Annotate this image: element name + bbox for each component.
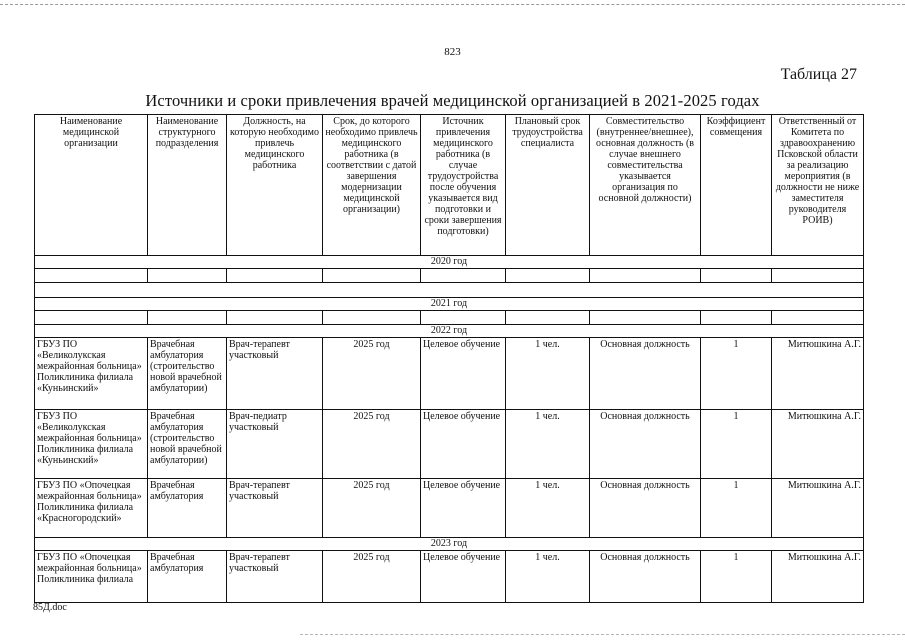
year-label: 2020 год	[35, 256, 864, 269]
header-coefficient: Коэффициент совмещения	[701, 115, 772, 256]
header-source: Источник привлечения медицинского работника (в случае трудоустройства после обучения указывается вид подготовки и сроки завершения подготовки)	[421, 115, 506, 256]
year-row-2022	[35, 325, 864, 338]
empty-cell	[772, 311, 864, 325]
cell-coefficient: 1	[701, 410, 772, 479]
empty-cell	[323, 269, 421, 283]
cell-org: ГБУЗ ПО «Великолукская межрайонная больница» Поликлиника филиала «Куньинский»	[35, 410, 148, 479]
table-row	[35, 410, 864, 479]
document-title: Источники и сроки привлечения врачей медицинской организацией в 2021-2025 годах	[145, 91, 760, 110]
header-responsible: Ответственный от Комитета по здравоохранению Псковской области за реализацию мероприятия (в должности не ниже заместителя руководителя РОИВ)	[772, 115, 864, 256]
table-row	[35, 338, 864, 410]
year-label: 2023 год	[35, 538, 864, 551]
cell-combination: Основная должность	[590, 338, 701, 410]
header-combination: Совместительство (внутреннее/внешнее), основная должность (в случае внешнего совместительства указывается организация по основной должности)	[590, 115, 701, 256]
header-unit: Наименование структурного подразделения	[148, 115, 227, 256]
footer-filename: 85Д.doc	[33, 602, 67, 613]
empty-cell	[590, 269, 701, 283]
table-number: Таблица 27	[780, 66, 857, 83]
cell-coefficient: 1	[701, 479, 772, 538]
empty-cell	[701, 311, 772, 325]
cell-coefficient: 1	[701, 551, 772, 603]
cell-unit: Врачебная амбулатория	[148, 551, 227, 603]
empty-row	[35, 311, 864, 325]
cell-source: Целевое обучение	[421, 410, 506, 479]
cell-responsible: Митюшкина А.Г.	[772, 551, 864, 603]
cell-position: Врач-терапевт участковый	[227, 338, 323, 410]
empty-cell	[35, 311, 148, 325]
cell-planned: 1 чел.	[506, 410, 590, 479]
header-deadline: Срок, до которого необходимо привлечь медицинского работника (в соответствии с датой завершения модернизации медицинской организации)	[323, 115, 421, 256]
spacer-row	[35, 283, 864, 298]
cell-combination: Основная должность	[590, 479, 701, 538]
empty-cell	[590, 311, 701, 325]
cell-coefficient: 1	[701, 338, 772, 410]
cell-org: ГБУЗ ПО «Опочецкая межрайонная больница» Поликлиника филиала «Красногородский»	[35, 479, 148, 538]
empty-cell	[421, 311, 506, 325]
cell-unit: Врачебная амбулатория	[148, 479, 227, 538]
cell-org: ГБУЗ ПО «Великолукская межрайонная больница» Поликлиника филиала «Куньинский»	[35, 338, 148, 410]
cell-unit: Врачебная амбулатория (строительство новой врачебной амбулатории)	[148, 410, 227, 479]
cell-responsible: Митюшкина А.Г.	[772, 410, 864, 479]
empty-cell	[421, 269, 506, 283]
header-position: Должность, на которую необходимо привлечь медицинского работника	[227, 115, 323, 256]
empty-cell	[506, 269, 590, 283]
cell-deadline: 2025 год	[323, 338, 421, 410]
year-row-2021	[35, 298, 864, 311]
cell-position: Врач-педиатр участковый	[227, 410, 323, 479]
table-row	[35, 551, 864, 603]
cell-planned: 1 чел.	[506, 338, 590, 410]
cell-position: Врач-терапевт участковый	[227, 551, 323, 603]
empty-cell	[148, 269, 227, 283]
empty-cell	[35, 269, 148, 283]
cell-planned: 1 чел.	[506, 479, 590, 538]
cell-responsible: Митюшкина А.Г.	[772, 338, 864, 410]
empty-cell	[701, 269, 772, 283]
cell-deadline: 2025 год	[323, 410, 421, 479]
empty-cell	[227, 311, 323, 325]
empty-cell	[506, 311, 590, 325]
cell-position: Врач-терапевт участковый	[227, 479, 323, 538]
cell-source: Целевое обучение	[421, 551, 506, 603]
cell-deadline: 2025 год	[323, 551, 421, 603]
cell-deadline: 2025 год	[323, 479, 421, 538]
cell-planned: 1 чел.	[506, 551, 590, 603]
year-label: 2022 год	[35, 325, 864, 338]
table-header-row	[35, 115, 864, 256]
cell-source: Целевое обучение	[421, 479, 506, 538]
scan-edge-bottom	[300, 634, 905, 635]
table-row	[35, 479, 864, 538]
header-planned: Плановый срок трудоустройства специалиста	[506, 115, 590, 256]
empty-cell	[227, 269, 323, 283]
header-org: Наименование медицинской организации	[35, 115, 148, 256]
staffing-table	[34, 114, 864, 603]
cell-source: Целевое обучение	[421, 338, 506, 410]
year-row-2020	[35, 256, 864, 269]
scan-edge-top	[0, 4, 905, 5]
empty-cell	[148, 311, 227, 325]
cell-org: ГБУЗ ПО «Опочецкая межрайонная больница» Поликлиника филиала	[35, 551, 148, 603]
cell-combination: Основная должность	[590, 551, 701, 603]
empty-cell	[772, 269, 864, 283]
year-row-2023	[35, 538, 864, 551]
empty-cell	[323, 311, 421, 325]
spacer-cell	[35, 283, 864, 298]
page-number: 823	[444, 46, 461, 58]
year-label: 2021 год	[35, 298, 864, 311]
cell-combination: Основная должность	[590, 410, 701, 479]
cell-unit: Врачебная амбулатория (строительство новой врачебной амбулатории)	[148, 338, 227, 410]
empty-row	[35, 269, 864, 283]
cell-responsible: Митюшкина А.Г.	[772, 479, 864, 538]
